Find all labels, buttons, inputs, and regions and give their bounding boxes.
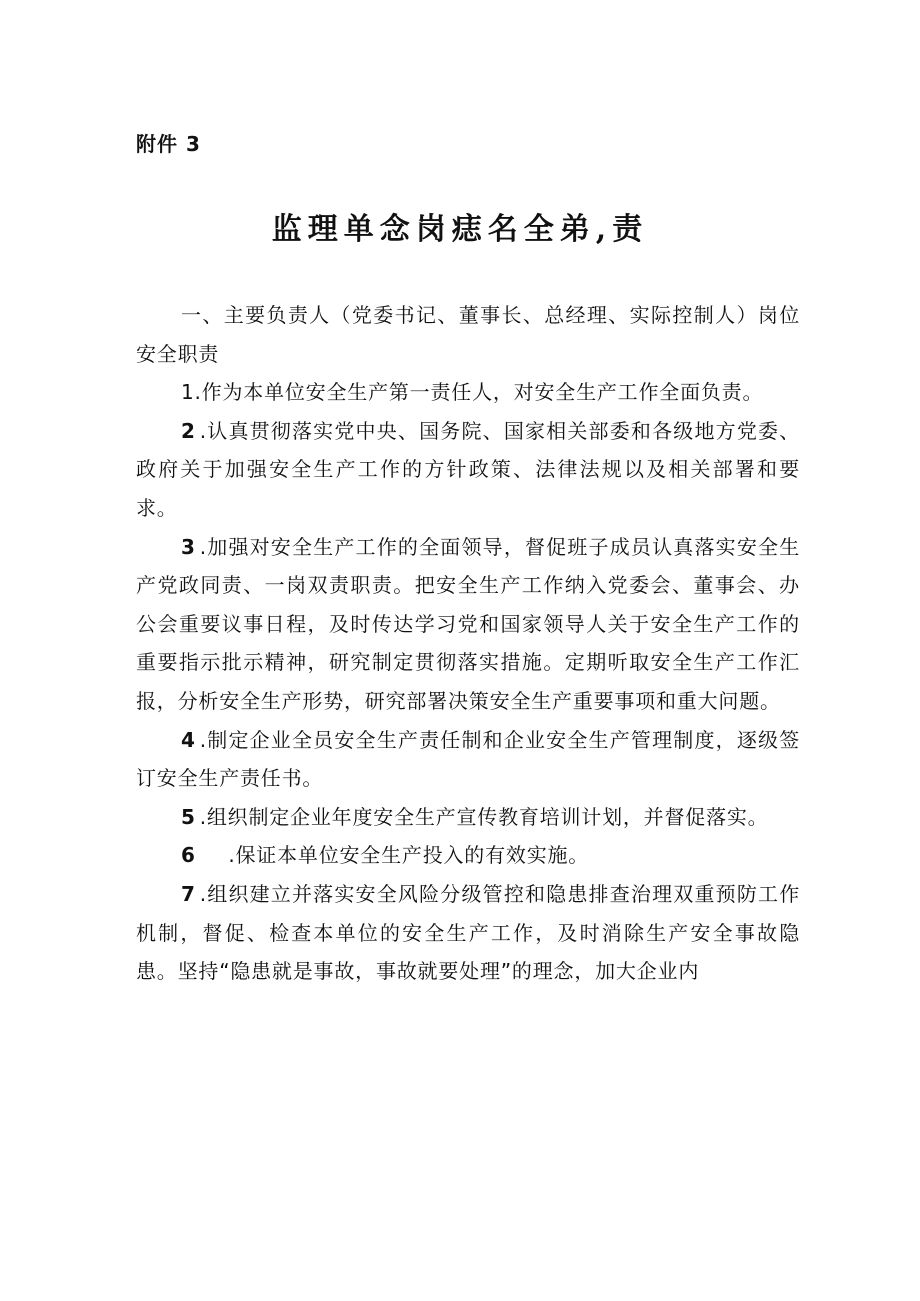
paragraph-number: 2: [181, 418, 196, 443]
paragraph-2: [136, 412, 800, 528]
document-body: [136, 296, 800, 991]
paragraph-text: .加强对安全生产工作的全面领导，督促班子成员认真落实安全生产党政同责、一岗双责职责。把安全生产工作纳入党委会、董事会、办公会重要议事日程，及时传达学习党和国家领导人关于安全生产工作的重要指示批示精神，研究制定贯彻落实措施。定期听取安全生产工作汇报，分析安全生产形势，研究部署决策安全生产重要事项和重大问题。: [136, 534, 800, 713]
paragraph-text: .认真贯彻落实党中央、国务院、国家相关部委和各级地方党委、政府关于加强安全生产工作的方针政策、法律法规以及相关部署和要求。: [136, 418, 800, 520]
paragraph-number: 3: [181, 534, 196, 559]
paragraph-5: [136, 798, 800, 837]
attachment-label: 附件 3: [136, 132, 201, 156]
paragraph-text: .组织制定企业年度安全生产宣传教育培训计划，并督促落实。: [199, 804, 769, 829]
paragraph-6: [136, 836, 800, 875]
paragraph-number: 7: [181, 881, 196, 906]
paragraph-number: 6: [181, 843, 196, 868]
paragraph-1: [136, 373, 800, 412]
paragraph-number: 5: [181, 804, 196, 829]
document-title: 监理单念岗痣名全弟,责: [271, 212, 649, 247]
paragraph-text: .组织建立并落实安全风险分级管控和隐患排查治理双重预防工作机制，督促、检查本单位的安全生产工作，及时消除生产安全事故隐患。坚持“隐患就是事故，事故就要处理”的理念，加大企业内: [136, 881, 800, 984]
paragraph-7: [136, 875, 800, 991]
paragraph-text: .制定企业全员安全生产责任制和企业安全生产管理制度，逐级签订安全生产责任书。: [136, 727, 800, 791]
paragraph-text: 一、主要负责人（党委书记、董事长、总经理、实际控制人）岗位安全职责: [136, 303, 800, 366]
paragraph-number: 4: [181, 727, 196, 752]
paragraph-text: 1.作为本单位安全生产第一责任人，对安全生产工作全面负责。: [181, 380, 764, 405]
paragraph-3: [136, 528, 800, 721]
paragraph-text: .保证本单位安全生产投入的有效实施。: [199, 843, 590, 868]
section-heading-1: [136, 296, 800, 373]
paragraph-4: [136, 721, 800, 798]
